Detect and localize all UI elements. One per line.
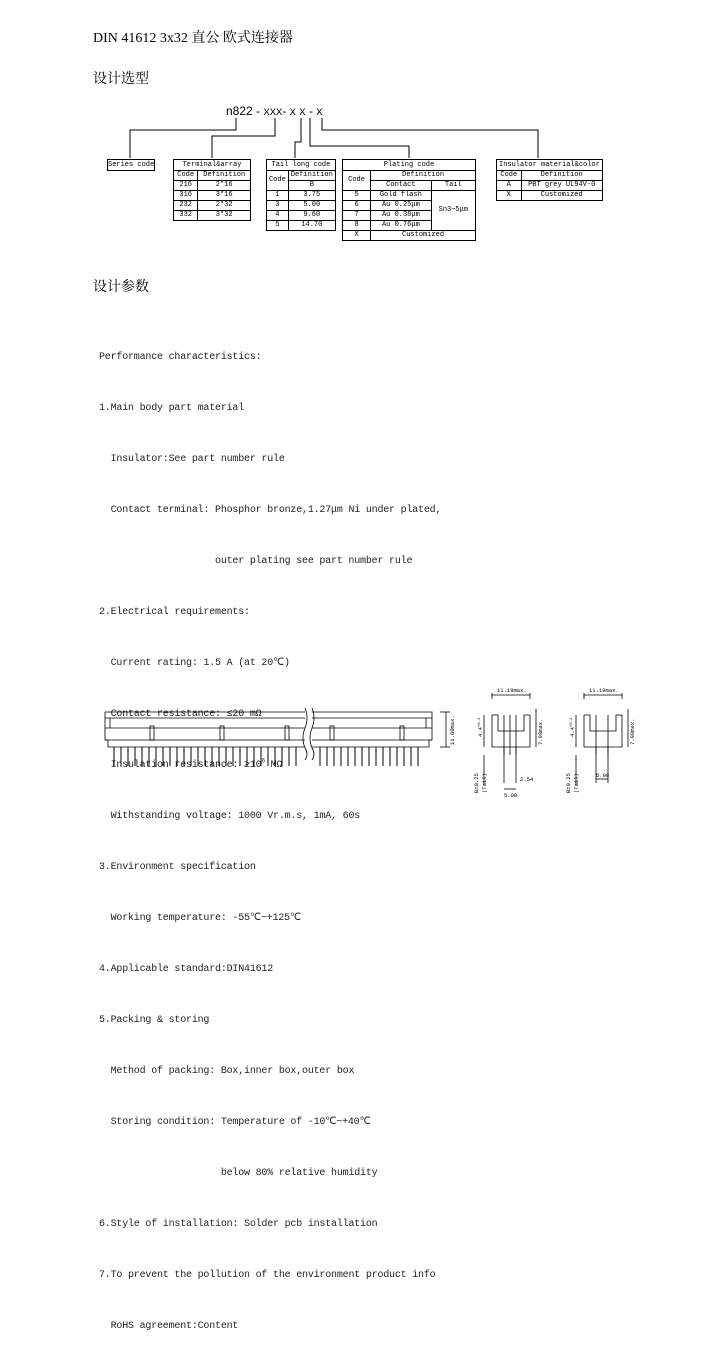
tail-code-cell: 3 (267, 201, 289, 211)
dim-row-spacing: 5.08 (504, 792, 518, 799)
insulator-title: Insulator material&color (497, 160, 603, 171)
dim-top-width: 11.19max. (497, 687, 527, 694)
section-heading-params: 设计参数 (93, 280, 149, 295)
perf-line: 5.Packing & storing (99, 1015, 210, 1026)
terminal-code-cell: 216 (174, 181, 198, 191)
tail-def-cell: 5.00 (288, 201, 335, 211)
part-number-terminal-segment: XXX (263, 107, 283, 119)
connector-side-view-a (470, 685, 560, 800)
terminal-code-header: Code (174, 171, 198, 181)
plating-code-cell: X (343, 231, 371, 241)
plating-code-cell: 6 (343, 201, 371, 211)
insulator-def-cell: Customized (521, 191, 602, 201)
table-row (174, 191, 251, 201)
insulator-def-cell: PBT grey UL94V-0 (521, 181, 602, 191)
tail-b-header: B (288, 181, 335, 191)
plating-code-header: Code (343, 171, 371, 191)
document-title: DIN 41612 3x32 直公 欧式连接器 (93, 31, 293, 46)
dim-right-height: 7.98max. (629, 718, 636, 745)
dim-tail-b: B±0.25 (473, 773, 480, 793)
perf-line: Current rating: 1.5 A (at 20℃) (99, 658, 290, 669)
terminal-code-cell: 232 (174, 201, 198, 211)
dim-value: 4.4 (569, 727, 576, 737)
terminal-def-cell: 3*32 (198, 211, 251, 221)
dim-tail-label: (Tail) (573, 773, 580, 793)
insulator-code-header: Code (497, 171, 522, 181)
tail-def-cell: 3.75 (288, 191, 335, 201)
tail-definition-header: Definition (288, 171, 335, 181)
dim-row-spacing: 5.08 (596, 772, 610, 779)
dim-tolerance: +0.2 (478, 717, 482, 728)
table-row (267, 211, 336, 221)
dim-left-height (477, 717, 484, 737)
perf-line: 7.To prevent the pollution of the environment product info (99, 1270, 436, 1281)
part-number-code (226, 104, 323, 119)
series-code-box: Series code (108, 161, 155, 169)
part-number-prefix: n822 (226, 104, 253, 118)
perf-line: 4.Applicable standard:DIN41612 (99, 964, 274, 975)
terminal-definition-header: Definition (198, 171, 251, 181)
terminal-array-table (173, 159, 251, 221)
dim-top-width: 11.19max. (589, 687, 619, 694)
plating-tail-header: Tail (431, 181, 475, 191)
part-number-separator: - (256, 104, 261, 118)
tail-def-cell: 9.60 (288, 211, 335, 221)
perf-line: below 80% relative humidity (99, 1168, 378, 1179)
plating-tail-cell: Sn3~5μm (431, 191, 475, 231)
dim-value: 4.4 (477, 727, 484, 737)
tail-code-header: Code (267, 171, 289, 191)
part-number-separator: - (282, 104, 287, 118)
tail-def-cell: 14.70 (288, 221, 335, 231)
tail-code-cell: 1 (267, 191, 289, 201)
table-row (174, 181, 251, 191)
perf-line: Insulator:See part number rule (99, 454, 285, 465)
perf-line: 1.Main body part material (99, 403, 245, 414)
perf-line: Withstanding voltage: 1000 Vr.m.s, 1mA, 60s (99, 811, 361, 822)
perf-line: Storing condition: Temperature of -10℃~+40℃ (99, 1117, 371, 1128)
tail-code-cell: 4 (267, 211, 289, 221)
dim-right-height: 7.98max. (537, 718, 544, 745)
perf-line: 2.Electrical requirements: (99, 607, 250, 618)
part-number-insulator-segment: X (316, 107, 323, 119)
plating-contact-header: Contact (371, 181, 432, 191)
plating-definition-header: Definition (371, 171, 476, 181)
plating-contact-cell: Au 0.38μm (371, 211, 432, 221)
insulator-material-table (496, 159, 603, 201)
terminal-title: Terminal&array (174, 160, 251, 171)
plating-code-cell: 5 (343, 191, 371, 201)
tail-title: Tail long code (267, 160, 336, 171)
perf-line: Insulation resistance: ≥10 (99, 760, 262, 771)
table-row (497, 191, 603, 201)
table-row (174, 201, 251, 211)
tail-code-cell: 5 (267, 221, 289, 231)
insulator-definition-header: Definition (521, 171, 602, 181)
perf-line: 6.Style of installation: Solder pcb installation (99, 1219, 378, 1230)
table-row (497, 181, 603, 191)
insulator-code-cell: A (497, 181, 522, 191)
plating-code-cell: 8 (343, 221, 371, 231)
insulator-code-cell: X (497, 191, 522, 201)
section-heading-selection: 设计选型 (93, 72, 149, 87)
table-row (267, 201, 336, 211)
terminal-def-cell: 2*16 (198, 181, 251, 191)
perf-line: RoHS agreement:Content (99, 1321, 239, 1332)
part-number-plating-segment: X (299, 107, 306, 119)
perf-line: Performance characteristics: (99, 352, 262, 363)
height-dimension: 11.60max. (449, 715, 456, 745)
terminal-code-cell: 332 (174, 211, 198, 221)
plating-code-cell: 7 (343, 211, 371, 221)
table-row (267, 221, 336, 231)
dim-pitch: 2.54 (520, 776, 534, 783)
terminal-def-cell: 3*16 (198, 191, 251, 201)
dim-left-height (569, 717, 576, 737)
part-number-separator: - (308, 104, 313, 118)
perf-line: Method of packing: Box,inner box,outer box (99, 1066, 355, 1077)
plating-code-table (342, 159, 476, 241)
table-row (343, 231, 476, 241)
part-number-tail-segment: X (289, 107, 296, 119)
perf-line: Contact terminal: Phosphor bronze,1.27μm Ni under plated, (99, 505, 442, 516)
terminal-def-cell: 2*32 (198, 201, 251, 211)
perf-line: outer plating see part number rule (99, 556, 413, 567)
perf-line: Working temperature: -55℃~+125℃ (99, 913, 301, 924)
perf-line: Contact resistance: ≤20 mΩ (99, 709, 262, 720)
plating-contact-cell: Au 0.76μm (371, 221, 432, 231)
table-row (174, 211, 251, 221)
dim-tail-b: B±0.25 (565, 773, 572, 793)
terminal-code-cell: 316 (174, 191, 198, 201)
perf-unit: MΩ (264, 760, 283, 771)
perf-superscript: 6 (261, 757, 265, 765)
dim-tail-label: (Tail) (481, 773, 488, 793)
performance-characteristics (99, 315, 441, 1352)
connector-front-view-drawing (100, 700, 460, 780)
plating-title: Plating code (343, 160, 476, 171)
table-row (343, 191, 476, 201)
plating-contact-cell: Gold flash (371, 191, 432, 201)
perf-line: 3.Environment specification (99, 862, 256, 873)
dim-tolerance: +0.2 (570, 717, 574, 728)
plating-custom-cell: Customized (371, 231, 476, 241)
connector-side-view-b (562, 685, 642, 800)
table-row (267, 191, 336, 201)
plating-contact-cell: Au 0.25μm (371, 201, 432, 211)
tail-long-table (266, 159, 336, 231)
